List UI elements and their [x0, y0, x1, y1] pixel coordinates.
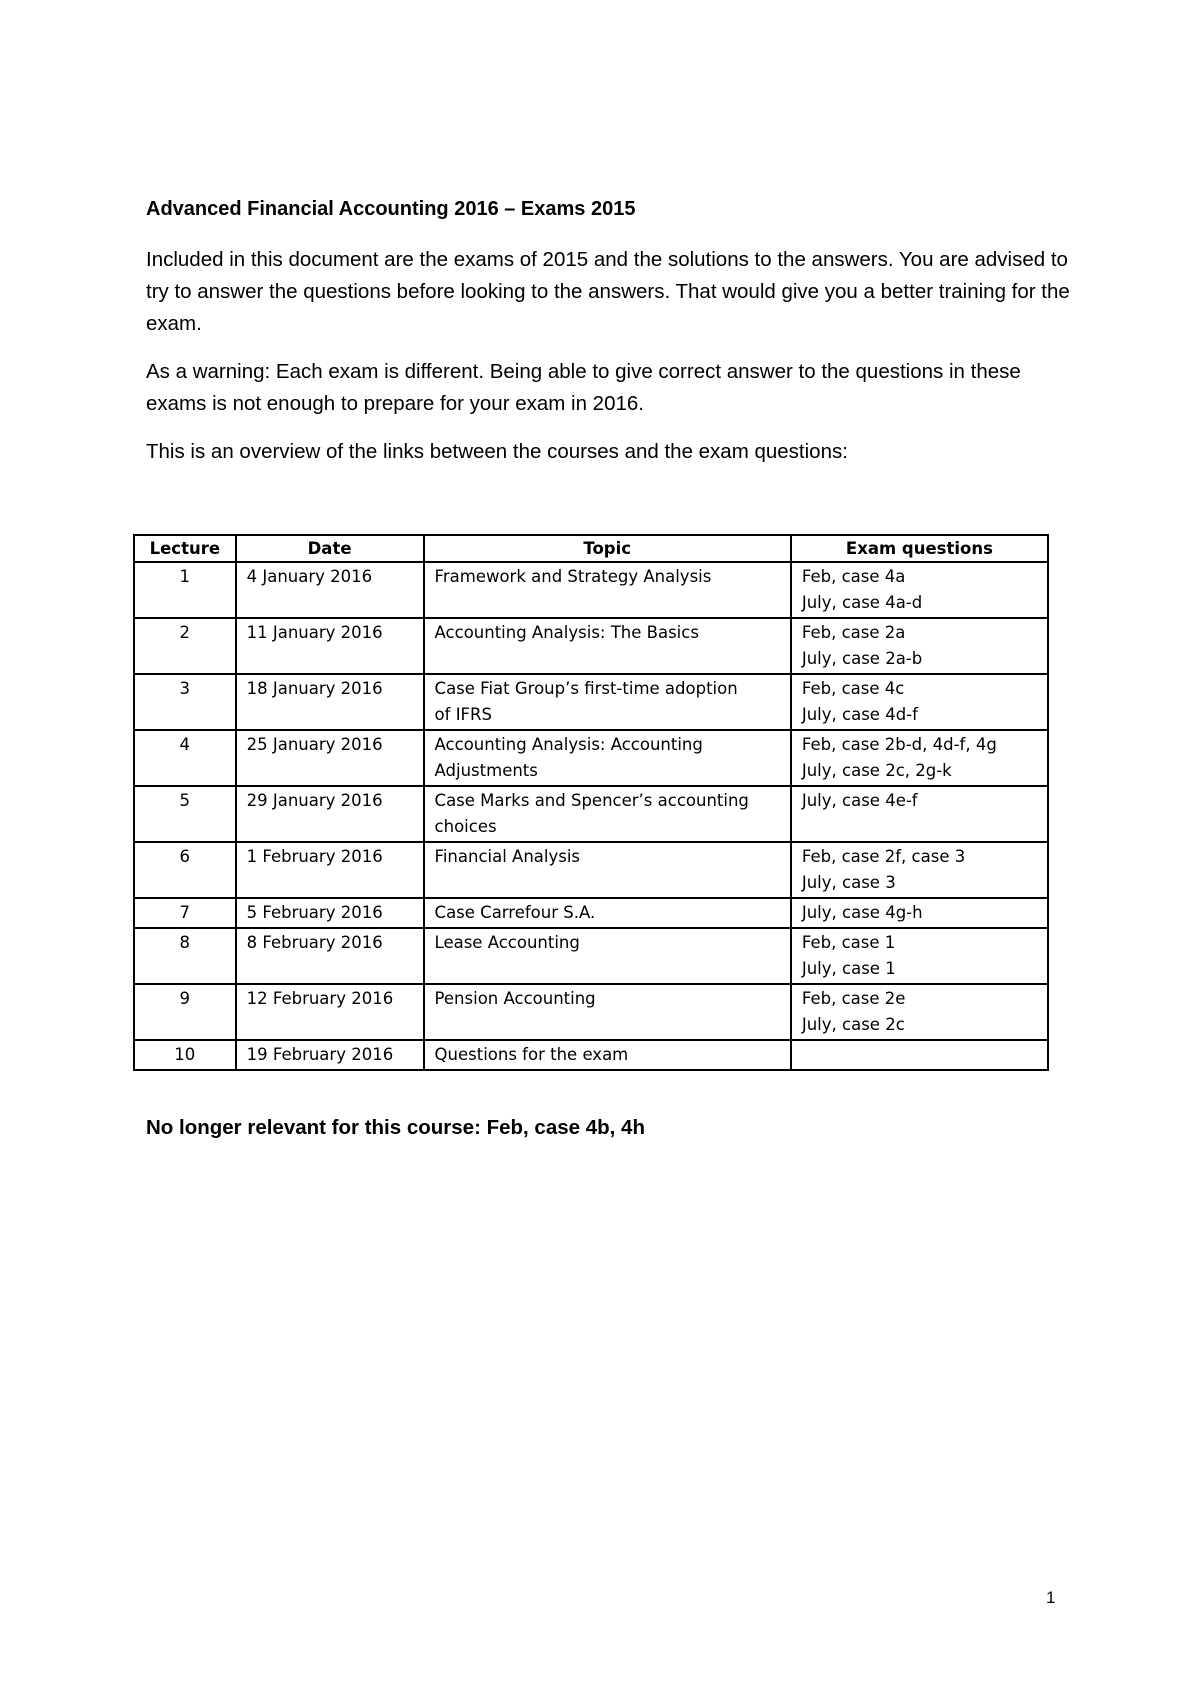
cell-exam-questions: [791, 1040, 1048, 1070]
overview-paragraph: This is an overview of the links between the courses and the exam questions:: [146, 440, 848, 463]
cell-exam-questions: [791, 618, 1048, 674]
topic-line: of IFRS: [434, 705, 492, 724]
exam-question-line: Feb, case 4c: [801, 679, 905, 698]
exam-question-line: Feb, case 2b-d, 4d-f, 4g: [801, 735, 997, 754]
footer-note: No longer relevant for this course: Feb, case 4b, 4h: [146, 1116, 645, 1139]
cell-topic: [424, 842, 791, 898]
topic-line: Questions for the exam: [434, 1045, 629, 1064]
cell-lecture: 4: [134, 730, 236, 786]
cell-exam-questions: [791, 842, 1048, 898]
cell-exam-questions: [791, 786, 1048, 842]
cell-topic: [424, 984, 791, 1040]
cell-topic: [424, 786, 791, 842]
table-row: [134, 898, 1048, 928]
lecture-schedule-table: [133, 534, 1049, 1071]
cell-lecture: 6: [134, 842, 236, 898]
exam-question-line: Feb, case 4a: [801, 567, 906, 586]
topic-line: Case Carrefour S.A.: [434, 903, 596, 922]
warning-paragraph: As a warning: Each exam is different. Being able to give correct answer to the questions in these exams is not enough to prepare for your exam in 2016.: [146, 360, 1021, 415]
exam-question-line: July, case 2c: [801, 1015, 905, 1034]
cell-date: 25 January 2016: [236, 730, 424, 786]
topic-line: Accounting Analysis: Accounting: [434, 735, 703, 754]
cell-exam-questions: [791, 674, 1048, 730]
cell-date: 8 February 2016: [236, 928, 424, 984]
table-header-row: [134, 535, 1048, 562]
exam-question-line: July, case 4d-f: [801, 705, 918, 724]
table-row: [134, 562, 1048, 618]
header-date: Date: [236, 535, 424, 562]
exam-question-line: July, case 2a-b: [801, 649, 923, 668]
exam-question-line: Feb, case 2f, case 3: [801, 847, 966, 866]
cell-topic: [424, 1040, 791, 1070]
table-row: [134, 618, 1048, 674]
cell-date: 19 February 2016: [236, 1040, 424, 1070]
topic-line: Case Marks and Spencer’s accounting: [434, 791, 749, 810]
topic-line: Pension Accounting: [434, 989, 596, 1008]
cell-lecture: 10: [134, 1040, 236, 1070]
exam-question-line: July, case 4a-d: [801, 593, 923, 612]
cell-exam-questions: [791, 984, 1048, 1040]
exam-question-line: July, case 4g-h: [801, 903, 923, 922]
exam-question-line: July, case 4e-f: [801, 791, 918, 810]
table-row: [134, 984, 1048, 1040]
cell-date: 12 February 2016: [236, 984, 424, 1040]
table-body: [134, 562, 1048, 1070]
cell-topic: [424, 730, 791, 786]
cell-exam-questions: [791, 898, 1048, 928]
cell-lecture: 2: [134, 618, 236, 674]
cell-lecture: 3: [134, 674, 236, 730]
page-number: 1: [1046, 1588, 1056, 1607]
topic-line: Adjustments: [434, 761, 538, 780]
topic-line: Accounting Analysis: The Basics: [434, 623, 699, 642]
cell-date: 29 January 2016: [236, 786, 424, 842]
topic-line: choices: [434, 817, 497, 836]
exam-question-line: Feb, case 2a: [801, 623, 906, 642]
cell-lecture: 7: [134, 898, 236, 928]
table-row: [134, 842, 1048, 898]
topic-line: Framework and Strategy Analysis: [434, 567, 712, 586]
cell-exam-questions: [791, 562, 1048, 618]
cell-topic: [424, 562, 791, 618]
exam-question-line: July, case 3: [801, 873, 896, 892]
cell-topic: [424, 674, 791, 730]
cell-exam-questions: [791, 730, 1048, 786]
table-row: [134, 674, 1048, 730]
table-row: [134, 730, 1048, 786]
cell-lecture: 8: [134, 928, 236, 984]
exam-question-line: Feb, case 1: [801, 933, 896, 952]
cell-lecture: 1: [134, 562, 236, 618]
exam-question-line: July, case 1: [801, 959, 896, 978]
topic-line: Lease Accounting: [434, 933, 580, 952]
header-exam-questions: Exam questions: [791, 535, 1048, 562]
exam-question-line: Feb, case 2e: [801, 989, 906, 1008]
cell-exam-questions: [791, 928, 1048, 984]
cell-topic: [424, 898, 791, 928]
cell-lecture: 5: [134, 786, 236, 842]
header-lecture: Lecture: [134, 535, 236, 562]
cell-topic: [424, 618, 791, 674]
cell-date: 5 February 2016: [236, 898, 424, 928]
topic-line: Financial Analysis: [434, 847, 581, 866]
topic-line: Case Fiat Group’s first-time adoption: [434, 679, 738, 698]
exam-question-line: July, case 2c, 2g-k: [801, 761, 952, 780]
header-topic: Topic: [424, 535, 791, 562]
table-row: [134, 1040, 1048, 1070]
cell-date: 1 February 2016: [236, 842, 424, 898]
cell-date: 11 January 2016: [236, 618, 424, 674]
cell-topic: [424, 928, 791, 984]
cell-date: 18 January 2016: [236, 674, 424, 730]
table-row: [134, 786, 1048, 842]
document-title: Advanced Financial Accounting 2016 – Exams 2015: [146, 198, 636, 220]
intro-paragraph: Included in this document are the exams of 2015 and the solutions to the answers. You are advised to try to answer the questions before looking to the answers. That would give you a better training for the exam.: [146, 248, 1070, 335]
table-row: [134, 928, 1048, 984]
cell-date: 4 January 2016: [236, 562, 424, 618]
cell-lecture: 9: [134, 984, 236, 1040]
